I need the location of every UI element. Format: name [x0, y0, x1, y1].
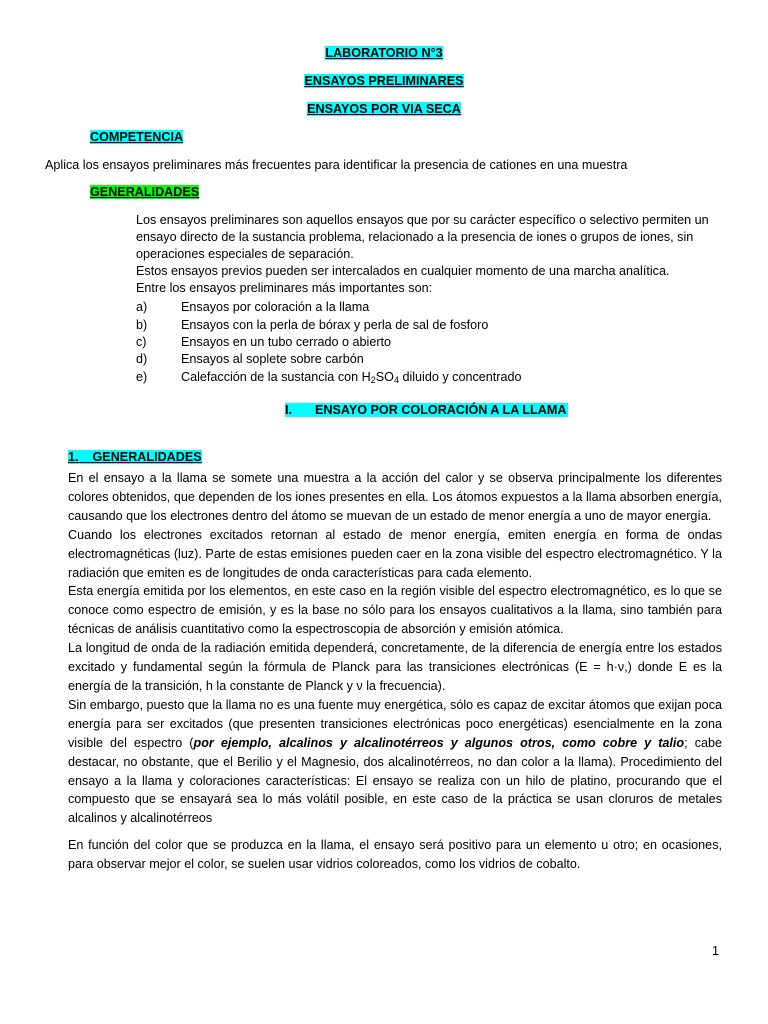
list-item: e) Calefacción de la sustancia con $H_2SO_4$ diluido y concentrado [136, 370, 522, 385]
subsection-heading: 1. GENERALIDADES [68, 450, 202, 464]
paragraph: En el ensayo a la llama se somete una muestra a la acción del calor y se observa principalmente los diferentes colores obtenidos, que dependen de los iones presentes en ella. Los átomos expuestos a la llama absorben energía, causando que los electrones dentro del átomo se muevan de un estado de menor energía a uno de mayor energía. [68, 471, 722, 523]
subtitle-preliminares: ENSAYOS PRELIMINARES [304, 74, 464, 88]
paragraph: En función del color que se produzca en la llama, el ensayo será positivo para un elemento u otro; en ocasiones, para observar mejor el color, se suelen usar vidrios coloreados, como los vidrios de cobalto. [68, 838, 722, 872]
paragraph: Esta energía emitida por los elementos, en este caso en la región visible del espectro electromagnético, es lo que se conoce como espectro de emisión, y es la base no sólo para los ensayos cualitativos a la llama, sino también para técnicas de análisis cuantitativo como la espectroscopia de absorción y emisión atómica. [68, 584, 722, 637]
subtitle-via-seca: ENSAYOS POR VIA SECA [307, 102, 461, 116]
paragraph: Cuando los electrones excitados retornan al estado de menor energía, emiten energía en forma de ondas electromagnéticas (luz). Parte de estas emisiones pueden caer en la zona visible del espectro electromagnético. Y la radiación que emiten es de longitudes de onda características para cada elemento. [68, 527, 722, 580]
list-item: c) Ensayos en un tubo cerrado o abierto [136, 335, 392, 349]
paragraph: Sin embargo, puesto que la llama no es una fuente muy energética, sólo es capaz de excitar átomos que exijan poca energía para ser excitados (que presenten transiciones electrónicas poco energéticas) esencialmente en la zona visible del espectro (por ejemplo, alcalinos y alcalinotérreos y algunos otros, como cobre y talio; cabe destacar, no obstante, que el Berilio y el Magnesio, dos alcalinotérreos, no dan color a la llama). Procedimiento del ensayo a la llama y coloraciones características: El ensayo se realiza con un hilo de platino, procurando que el compuesto que se ensayará sea lo más volátil posible, en este caso de la práctica se usan cloruros de metales alcalinos y alcalinotérreos [68, 697, 722, 826]
generalidades-heading: GENERALIDADES [90, 185, 200, 199]
lab-title: LABORATORIO N°3 [325, 46, 443, 60]
paragraph: La longitud de onda de la radiación emitida dependerá, concretamente, de la diferencia de energía entre los estados excitado y fundamental según la fórmula de Planck para las transiciones electrónicas (E = h·ν,) donde E es la energía de la transición, h la constante de Planck y ν la frecuencia). [68, 641, 722, 693]
section-heading: I. ENSAYO POR COLORACIÓN A LA LLAMA [285, 403, 567, 417]
page-number: 1 [712, 944, 720, 958]
list-item: d) Ensayos al soplete sobre carbón [136, 352, 364, 366]
body-paragraphs [68, 469, 722, 874]
list-item: a) Ensayos por coloración a la llama [136, 300, 370, 314]
competencia-text: Aplica los ensayos preliminares más frecuentes para identificar la presencia de cationes en una muestra [45, 158, 628, 172]
list-item: b) Ensayos con la perla de bórax y perla de sal de fosforo [136, 318, 489, 332]
competencia-heading: COMPETENCIA [90, 130, 184, 144]
generalidades-text: Los ensayos preliminares son aquellos ensayos que por su carácter específico o selectivo permiten un ensayo directo de la sustancia problema, relacionado a la presencia de iones o grupos de iones, sin operaciones especiales de separación. Estos ensayos previos pueden ser intercalados en cualquier momento de una marcha analítica. Entre los ensayos preliminares más importantes son: [136, 213, 709, 295]
